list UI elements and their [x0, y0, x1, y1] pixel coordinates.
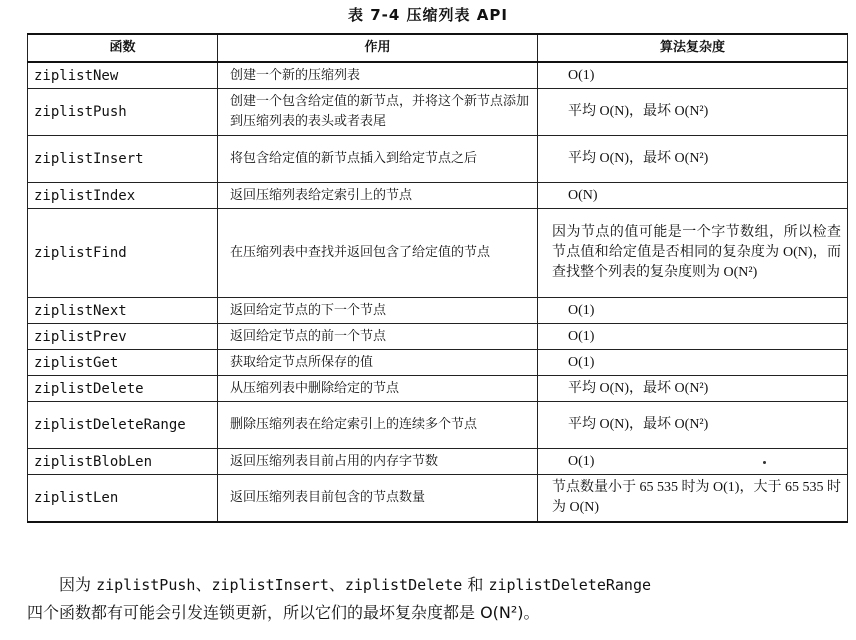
- function-name: ziplistGet: [28, 350, 218, 376]
- function-purpose: 返回压缩列表目前包含的节点数量: [218, 475, 538, 523]
- function-complexity: 节点数量小于 65 535 时为 O(1)，大于 65 535 时为 O(N): [538, 475, 848, 523]
- table-caption: 表 7-4 压缩列表 API: [348, 6, 508, 24]
- function-name: ziplistPush: [28, 89, 218, 136]
- body-paragraph: [27, 571, 849, 627]
- function-complexity: 因为节点的值可能是一个字节数组，所以检查节点值和给定值是否相同的复杂度为 O(N)，而查找整个列表的复杂度则为 O(N²): [538, 209, 848, 298]
- function-name: ziplistBlobLen: [28, 449, 218, 475]
- paragraph-line-2: 四个函数都有可能会引发连锁更新，所以它们的最坏复杂度都是 O(N²)。: [27, 603, 540, 622]
- function-purpose: 从压缩列表中删除给定的节点: [218, 376, 538, 402]
- table-row: [28, 136, 848, 183]
- paragraph-sep: 和: [462, 575, 489, 594]
- function-name: ziplistLen: [28, 475, 218, 523]
- table-row: [28, 298, 848, 324]
- paragraph-line-1: [27, 571, 849, 599]
- function-complexity: 平均 O(N)，最坏 O(N²): [538, 376, 848, 402]
- header-complexity: 算法复杂度: [538, 34, 848, 62]
- function-complexity: O(1): [538, 350, 848, 376]
- function-name: ziplistFind: [28, 209, 218, 298]
- paragraph-fn-delete-range: ziplistDeleteRange: [488, 576, 652, 594]
- table-row: [28, 402, 848, 449]
- table-header-row: [28, 34, 848, 62]
- function-name: ziplistDelete: [28, 376, 218, 402]
- function-complexity: O(N): [538, 183, 848, 209]
- function-name: ziplistPrev: [28, 324, 218, 350]
- function-complexity: O(1): [538, 62, 848, 89]
- function-purpose: 创建一个新的压缩列表: [218, 62, 538, 89]
- paragraph-fn-insert: ziplistInsert: [211, 576, 329, 594]
- stray-dot: [763, 461, 766, 464]
- function-purpose: 返回给定节点的前一个节点: [218, 324, 538, 350]
- function-complexity: O(1): [538, 298, 848, 324]
- function-complexity: 平均 O(N)，最坏 O(N²): [538, 89, 848, 136]
- paragraph-fn-push: ziplistPush: [96, 576, 196, 594]
- table-row: [28, 350, 848, 376]
- function-complexity: O(1): [538, 449, 848, 475]
- paragraph-sep: 、: [195, 575, 212, 594]
- paragraph-prefix: 因为: [59, 575, 97, 594]
- function-purpose: 将包含给定值的新节点插入到给定节点之后: [218, 136, 538, 183]
- function-purpose: 返回压缩列表给定索引上的节点: [218, 183, 538, 209]
- header-purpose: 作用: [218, 34, 538, 62]
- paragraph-sep: 、: [328, 575, 345, 594]
- header-function: 函数: [28, 34, 218, 62]
- function-purpose: 创建一个包含给定值的新节点，并将这个新节点添加到压缩列表的表头或者表尾: [218, 89, 538, 136]
- table-row: [28, 449, 848, 475]
- function-name: ziplistInsert: [28, 136, 218, 183]
- function-name: ziplistNext: [28, 298, 218, 324]
- function-complexity: O(1): [538, 324, 848, 350]
- ziplist-api-table: [27, 33, 848, 523]
- table-row: [28, 62, 848, 89]
- function-name: ziplistNew: [28, 62, 218, 89]
- function-purpose: 在压缩列表中查找并返回包含了给定值的节点: [218, 209, 538, 298]
- function-name: ziplistIndex: [28, 183, 218, 209]
- paragraph-fn-delete: ziplistDelete: [344, 576, 463, 594]
- table-row: [28, 376, 848, 402]
- table-row: [28, 89, 848, 136]
- function-purpose: 删除压缩列表在给定索引上的连续多个节点: [218, 402, 538, 449]
- function-complexity: 平均 O(N)，最坏 O(N²): [538, 402, 848, 449]
- table-row: [28, 209, 848, 298]
- function-purpose: 返回给定节点的下一个节点: [218, 298, 538, 324]
- table-row: [28, 475, 848, 523]
- table-row: [28, 324, 848, 350]
- function-purpose: 返回压缩列表目前占用的内存字节数: [218, 449, 538, 475]
- table-row: [28, 183, 848, 209]
- function-name: ziplistDeleteRange: [28, 402, 218, 449]
- function-complexity: 平均 O(N)，最坏 O(N²): [538, 136, 848, 183]
- function-purpose: 获取给定节点所保存的值: [218, 350, 538, 376]
